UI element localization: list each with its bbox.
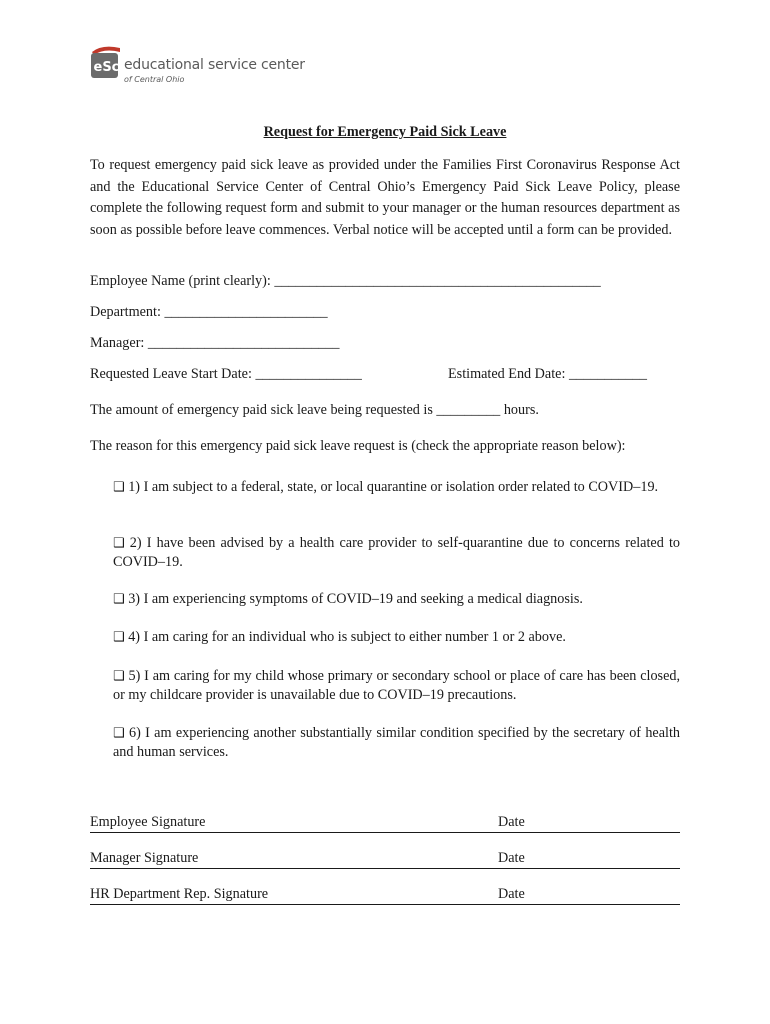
reason-item[interactable] (113, 667, 680, 704)
start-date-field[interactable]: Requested Leave Start Date: _______________ (90, 366, 362, 382)
reason-intro: The reason for this emergency paid sick leave request is (check the appropriate reason below): (90, 438, 626, 454)
checkbox-icon[interactable]: ❑ (113, 630, 125, 645)
logo-monogram: eSc (93, 60, 120, 75)
end-date-field[interactable]: Estimated End Date: ___________ (448, 366, 647, 382)
signature-label: HR Department Rep. Signature (90, 886, 269, 902)
date-label: Date (498, 814, 525, 830)
reason-item[interactable] (113, 534, 680, 571)
logo-name: educational service center (124, 57, 305, 73)
reason-item[interactable] (113, 628, 680, 647)
hours-requested-field[interactable]: The amount of emergency paid sick leave being requested is _________ hours. (90, 402, 539, 418)
checkbox-icon[interactable]: ❑ (113, 480, 125, 495)
logo-subtitle: of Central Ohio (124, 75, 185, 84)
checkbox-icon[interactable]: ❑ (113, 726, 125, 741)
reason-text: 2) I have been advised by a health care provider to self-quarantine due to concerns related to COVID–19. (113, 535, 680, 570)
date-label: Date (498, 850, 525, 866)
manager-signature-line[interactable] (90, 848, 680, 869)
date-label: Date (498, 886, 525, 902)
signature-label: Manager Signature (90, 850, 199, 866)
reason-item[interactable] (113, 590, 680, 609)
signature-label: Employee Signature (90, 814, 206, 830)
manager-field[interactable]: Manager: ___________________________ (90, 335, 340, 351)
form-title: Request for Emergency Paid Sick Leave (263, 124, 507, 140)
checkbox-icon[interactable]: ❑ (113, 669, 125, 684)
employee-name-field[interactable]: Employee Name (print clearly): ______________________________________________ (90, 273, 601, 289)
esc-logo-icon (90, 44, 122, 80)
hr-signature-line[interactable] (90, 884, 680, 905)
checkbox-icon[interactable]: ❑ (113, 536, 125, 551)
department-field[interactable]: Department: _______________________ (90, 304, 328, 320)
reason-text: 3) I am experiencing symptoms of COVID–19 and seeking a medical diagnosis. (128, 591, 583, 607)
intro-paragraph: To request emergency paid sick leave as provided under the Families First Coronavirus Response Act and the Educational Service Center of Central Ohio’s Emergency Paid Sick Leave Policy, please complete the following request form and submit to your manager or the human resources department as soon as possible before leave commences. Verbal notice will be accepted until a form can be provided. (90, 157, 680, 238)
employee-signature-line[interactable] (90, 812, 680, 833)
reason-text: 5) I am caring for my child whose primary or secondary school or place of care has been closed, or my childcare provider is unavailable due to COVID–19 precautions. (113, 668, 681, 703)
reason-text: 6) I am experiencing another substantially similar condition specified by the secretary of health and human services. (113, 725, 680, 760)
reason-item[interactable] (113, 478, 680, 497)
reason-text: 1) I am subject to a federal, state, or local quarantine or isolation order related to COVID–19. (128, 479, 659, 495)
checkbox-icon[interactable]: ❑ (113, 592, 125, 607)
esc-logo (90, 44, 310, 88)
reason-item[interactable] (113, 724, 680, 761)
reason-text: 4) I am caring for an individual who is subject to either number 1 or 2 above. (128, 629, 566, 645)
